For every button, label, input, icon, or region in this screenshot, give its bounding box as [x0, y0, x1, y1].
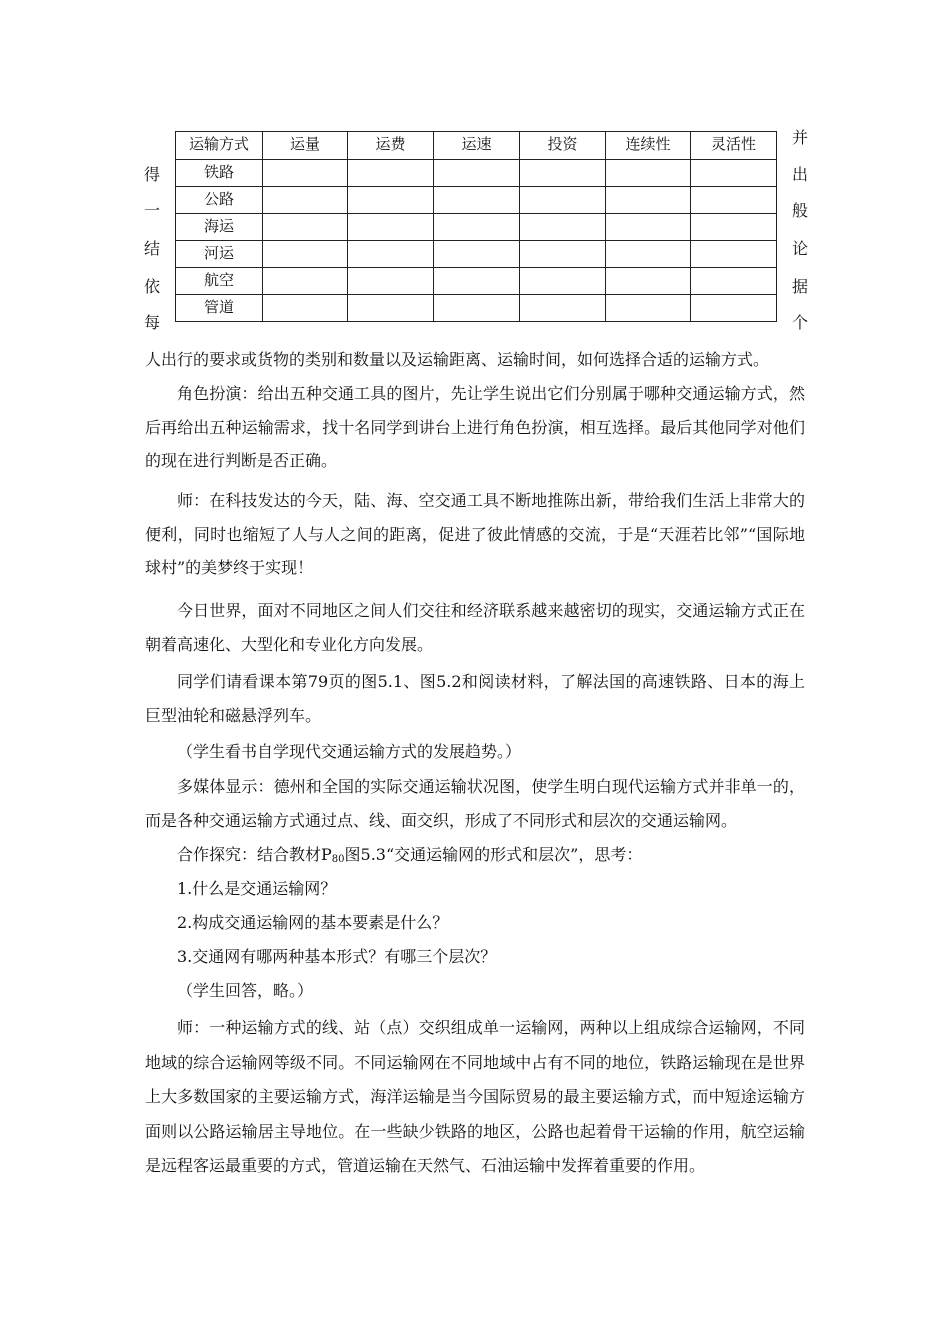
empty-cell — [606, 214, 691, 241]
header-cell: 运费 — [348, 132, 434, 160]
empty-cell — [434, 160, 520, 187]
empty-cell — [691, 214, 777, 241]
header-cell: 投资 — [520, 132, 606, 160]
table-header-row — [176, 132, 777, 160]
table-row — [176, 268, 777, 295]
empty-cell — [434, 214, 520, 241]
table-row — [176, 241, 777, 268]
question-2: 2.构成交通运输网的基本要素是什么？ — [177, 913, 449, 932]
paragraph-teacher-summary: 师：一种运输方式的线、站（点）交织组成单一运输网，两种以上组成综合运输网，不同地域的综合运输网等级不同。不同运输网在不同地域中占有不同的地位，铁路运输现在是世界上大多数国家的主要运输方式，海洋运输是当今国际贸易的最主要运输方式，而中短途运输方面则以公路运输居主导地位。在一些缺少铁路的地区，公路也起着骨干运输的作用，航空运输是远程客运最重要的方式，管道运输在天然气、石油运输中发挥着重要的作用。 — [145, 1018, 805, 1175]
side-char: 个 — [791, 313, 808, 332]
side-char: 结 — [143, 239, 160, 258]
empty-cell — [348, 160, 434, 187]
empty-cell — [606, 160, 691, 187]
empty-cell — [434, 268, 520, 295]
empty-cell — [606, 241, 691, 268]
empty-cell — [263, 160, 348, 187]
empty-cell — [606, 268, 691, 295]
empty-cell — [520, 295, 606, 322]
empty-cell — [348, 268, 434, 295]
empty-cell — [434, 295, 520, 322]
empty-cell — [263, 187, 348, 214]
paragraph-teacher-intro: 师：在科技发达的今天，陆、海、空交通工具不断地推陈出新，带给我们生活上非常大的便利，同时也缩短了人与人之间的距离，促进了彼此情感的交流，于是“天涯若比邻”“国际地球村”的美梦终于实现！ — [145, 491, 805, 577]
empty-cell — [520, 268, 606, 295]
side-char: 每 — [143, 313, 160, 332]
paragraph-self-study-note: （学生看书自学现代交通运输方式的发展趋势。） — [177, 742, 522, 761]
empty-cell — [263, 214, 348, 241]
empty-cell — [434, 187, 520, 214]
question-3: 3.交通网有哪两种基本形式？有哪三个层次？ — [177, 947, 497, 966]
table-row — [176, 295, 777, 322]
empty-cell — [348, 187, 434, 214]
empty-cell — [348, 295, 434, 322]
paragraph-world-trend: 今日世界，面对不同地区之间人们交往和经济联系越来越密切的现实，交通运输方式正在朝着高速化、大型化和专业化方向发展。 — [145, 601, 805, 654]
empty-cell — [348, 214, 434, 241]
empty-cell — [263, 295, 348, 322]
empty-cell — [691, 241, 777, 268]
empty-cell — [434, 241, 520, 268]
paragraph-textbook-reference: 同学们请看课本第79页的图5.1、图5.2和阅读材料，了解法国的高速铁路、日本的海上巨型油轮和磁悬浮列车。 — [145, 672, 805, 725]
side-char: 并 — [791, 128, 808, 147]
table-row — [176, 160, 777, 187]
empty-cell — [606, 187, 691, 214]
side-char: 般 — [791, 201, 808, 220]
header-cell: 连续性 — [606, 132, 691, 160]
empty-cell — [520, 160, 606, 187]
empty-cell — [606, 295, 691, 322]
paragraph-cooperative-inquiry — [145, 838, 805, 877]
row-label: 河运 — [176, 241, 263, 268]
header-cell: 运输方式 — [176, 132, 263, 160]
empty-cell — [263, 241, 348, 268]
table-row — [176, 214, 777, 241]
row-label: 海运 — [176, 214, 263, 241]
side-char: 一 — [143, 201, 160, 220]
empty-cell — [520, 214, 606, 241]
row-label: 铁路 — [176, 160, 263, 187]
header-cell: 运速 — [434, 132, 520, 160]
paragraph-role-play: 角色扮演：给出五种交通工具的图片，先让学生说出它们分别属于哪种交通运输方式，然后再给出五种运输需求，找十名同学到讲台上进行角色扮演，相互选择。最后其他同学对他们的现在进行判断是否正确。 — [145, 384, 805, 470]
side-char: 依 — [143, 277, 160, 296]
side-char: 得 — [143, 165, 160, 184]
question-1: 1.什么是交通运输网？ — [177, 879, 337, 898]
empty-cell — [263, 268, 348, 295]
empty-cell — [691, 295, 777, 322]
inquiry-text: 合作探究：结合教材P — [177, 845, 332, 864]
empty-cell — [520, 241, 606, 268]
empty-cell — [520, 187, 606, 214]
inquiry-text-continued: 图5.3“交通运输网的形式和层次”，思考： — [344, 845, 643, 864]
side-char: 据 — [791, 277, 808, 296]
empty-cell — [691, 268, 777, 295]
paragraph-multimedia: 多媒体显示：德州和全国的实际交通运输状况图，使学生明白现代运输方式并非单一的，而是各种交通运输方式通过点、线、面交织，形成了不同形式和层次的交通运输网。 — [145, 777, 805, 830]
header-cell: 运量 — [263, 132, 348, 160]
row-label: 管道 — [176, 295, 263, 322]
row-label: 航空 — [176, 268, 263, 295]
page-subscript: 80 — [331, 854, 345, 865]
empty-cell — [691, 187, 777, 214]
row-label: 公路 — [176, 187, 263, 214]
paragraph-student-answer-note: （学生回答，略。） — [177, 981, 314, 1000]
side-char: 出 — [791, 165, 808, 184]
empty-cell — [691, 160, 777, 187]
side-char: 论 — [791, 239, 808, 258]
header-cell: 灵活性 — [691, 132, 777, 160]
paragraph-selection-criteria: 人出行的要求或货物的类别和数量以及运输距离、运输时间，如何选择合适的运输方式。 — [145, 350, 770, 369]
table-row — [176, 187, 777, 214]
empty-cell — [348, 241, 434, 268]
transport-comparison-table — [175, 131, 777, 322]
